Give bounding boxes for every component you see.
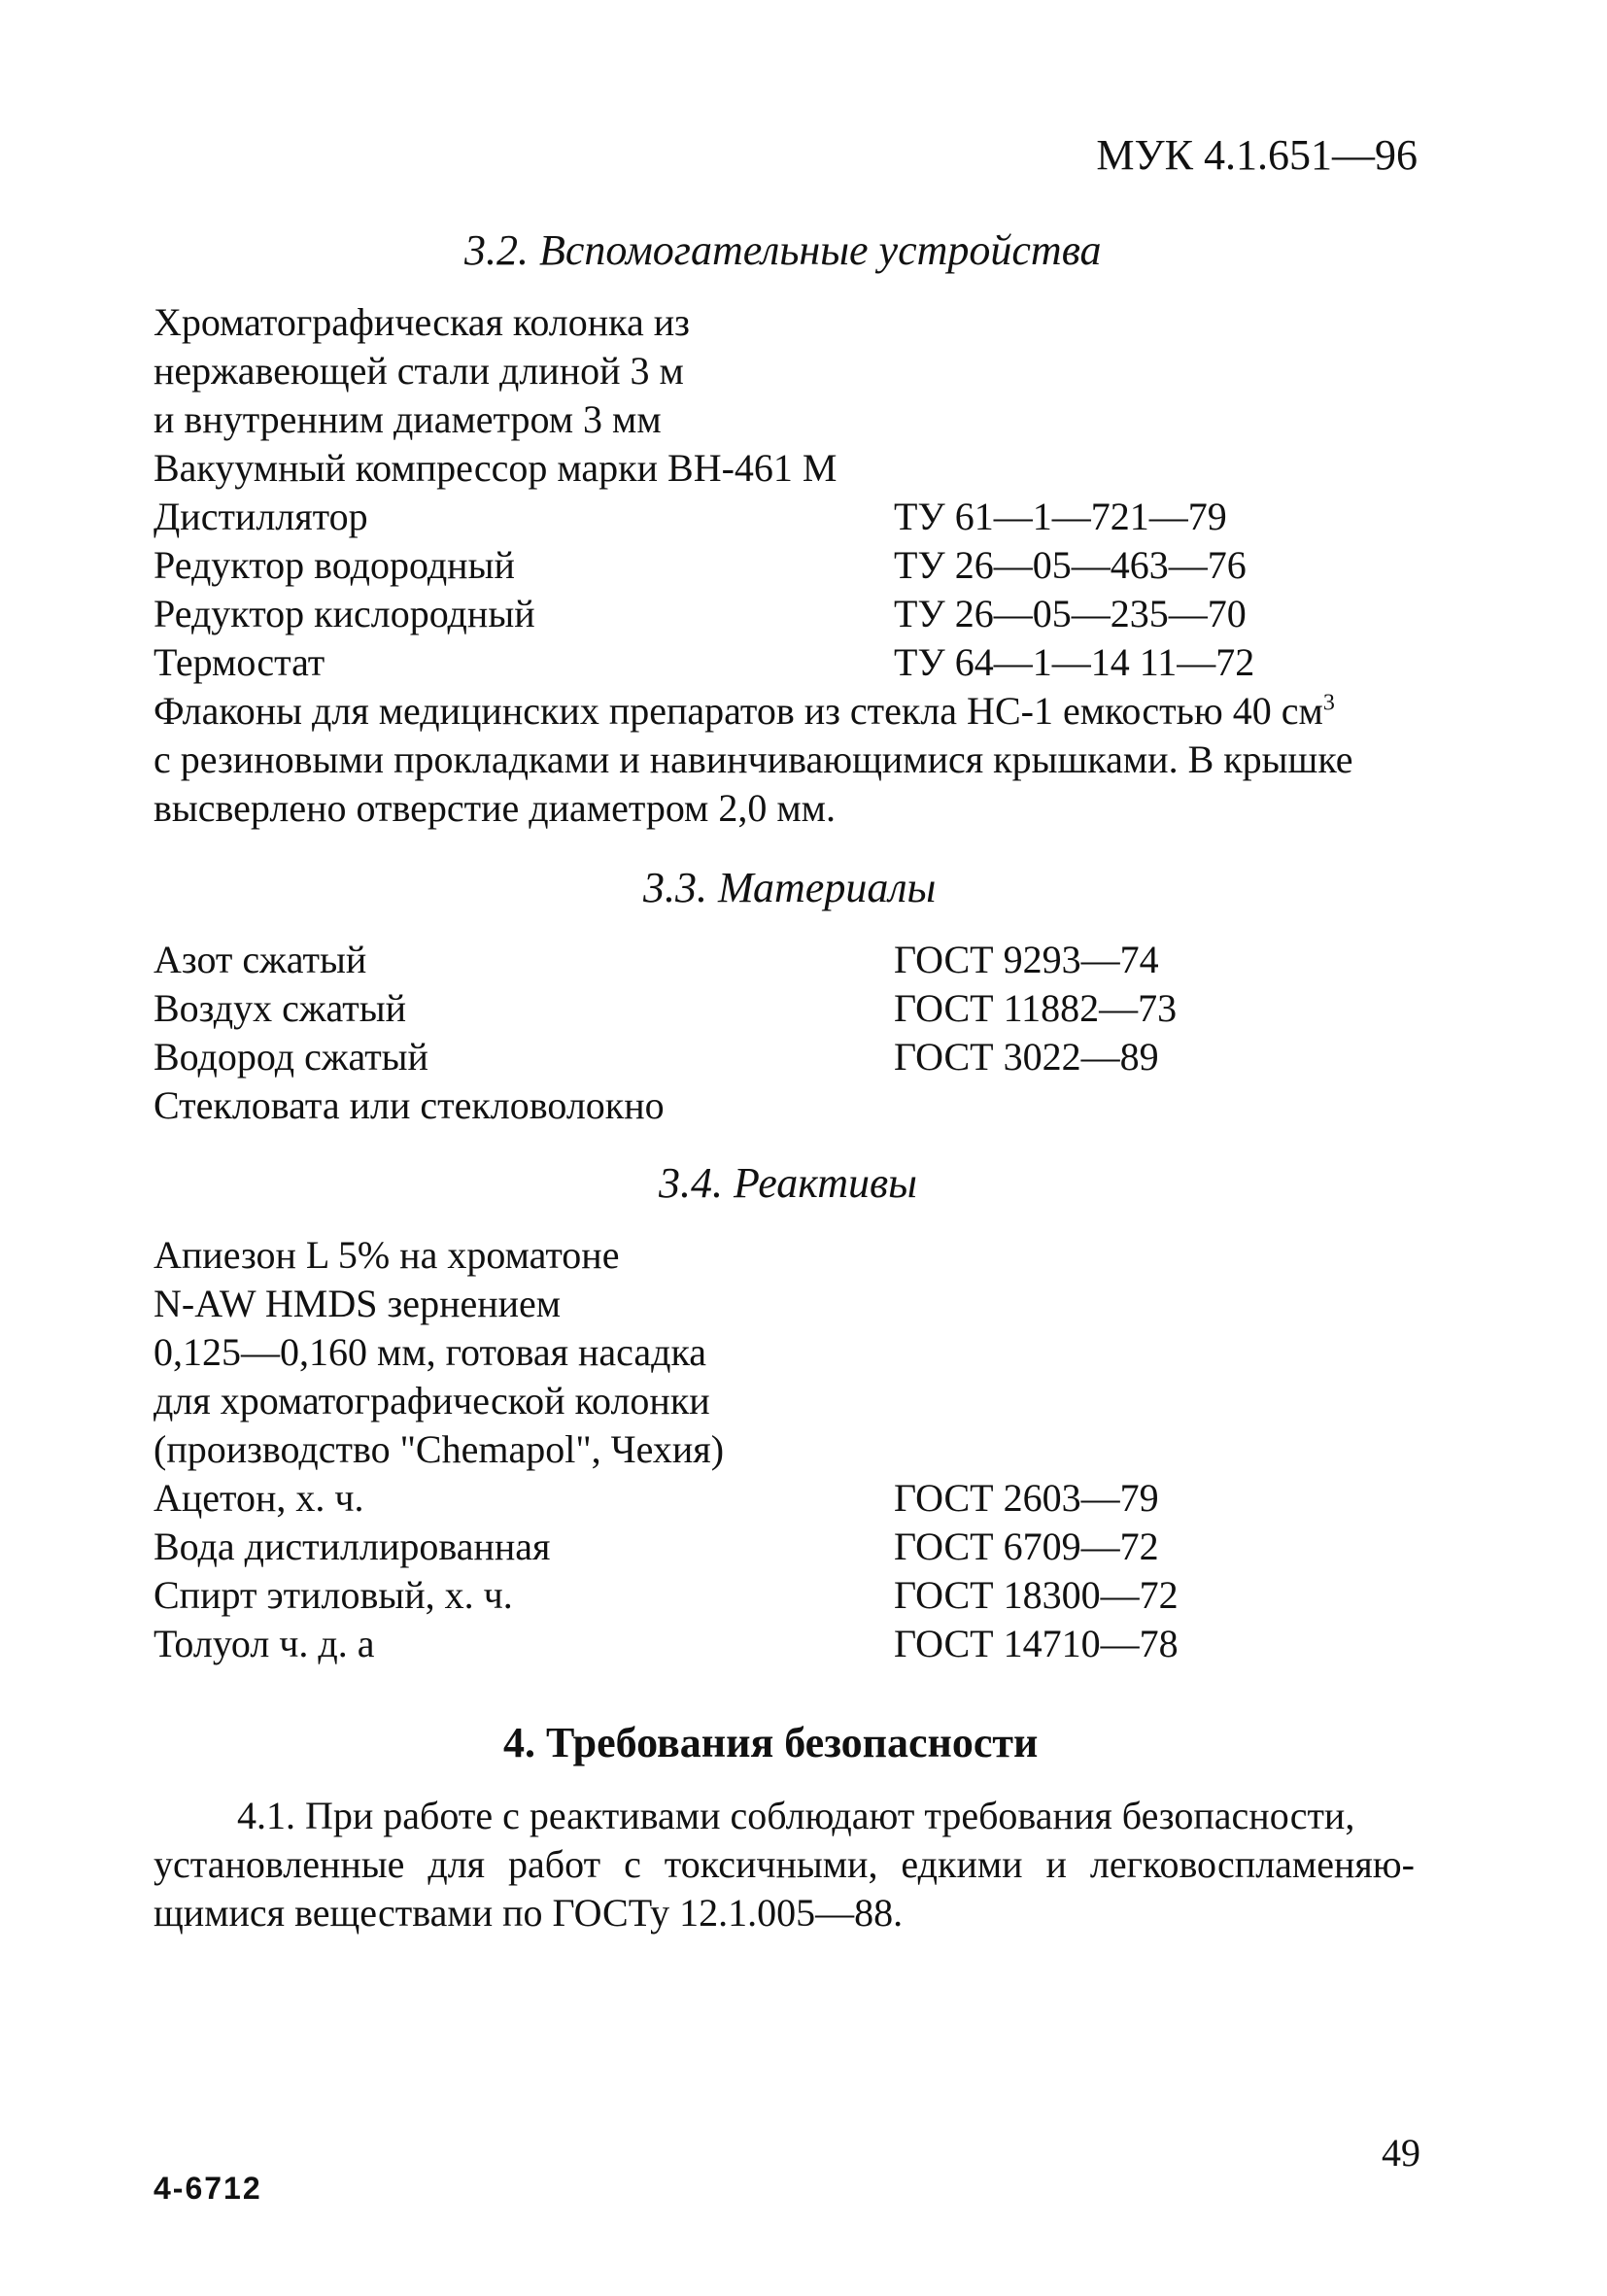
paragraph-line: 4.1. При работе с реактивами соблюдают требования безопасности, (237, 1794, 1355, 1837)
reagent-name: Ацетон, х. ч. (154, 1476, 364, 1520)
section-title-3-3: 3.3. Материалы (643, 864, 937, 911)
flacons-line: высверлено отверстие диаметром 2,0 мм. (154, 786, 836, 830)
column-text-line: Хроматографическая колонка из (154, 300, 690, 344)
column-text-line: (производство "Chemapol", Чехия) (154, 1427, 725, 1471)
column-text-line: Апиезон L 5% на хроматоне (154, 1233, 620, 1277)
section-title-3-4: 3.4. Реактивы (659, 1159, 917, 1207)
superscript-3: 3 (1322, 690, 1335, 716)
column-text-line: и внутренним диаметром 3 мм (154, 397, 662, 441)
print-code: 4-6712 (154, 2171, 262, 2206)
column-text-line: Вакуумный компрессор марки ВН-461 М (154, 446, 838, 490)
section-heading-4: 4. Требования безопасности (503, 1719, 1039, 1766)
material-spec: ГОСТ 9293—74 (894, 938, 1159, 981)
flacons-line (154, 689, 1335, 733)
material-name: Стекловата или стекловолокно (154, 1083, 665, 1127)
equipment-spec: ТУ 61—1—721—79 (894, 495, 1227, 538)
material-spec: ГОСТ 3022—89 (894, 1035, 1159, 1079)
flacons-line: с резиновыми прокладками и навинчивающимися крышками. В крышке (154, 737, 1353, 781)
column-text-line: нержавеющей стали длиной 3 м (154, 349, 684, 393)
reagent-name: Вода дистиллированная (154, 1525, 551, 1568)
equipment-name: Термостат (154, 640, 325, 684)
material-spec: ГОСТ 11882—73 (894, 986, 1178, 1030)
flacons-text: Флаконы для медицинских препаратов из стекла НС-1 емкостью 40 см (154, 689, 1323, 733)
equipment-spec: ТУ 26—05—463—76 (894, 543, 1247, 587)
reagent-spec: ГОСТ 6709—72 (894, 1525, 1159, 1568)
column-text-line: 0,125—0,160 мм, готовая насадка (154, 1330, 707, 1374)
column-text-line: для хроматографической колонки (154, 1379, 710, 1422)
reagent-spec: ГОСТ 18300—72 (894, 1573, 1179, 1617)
equipment-spec: ТУ 64—1—14 11—72 (894, 640, 1255, 684)
column-text-line: N-AW HMDS зернением (154, 1282, 562, 1325)
reagent-name: Спирт этиловый, х. ч. (154, 1573, 513, 1617)
equipment-name: Редуктор кислородный (154, 592, 535, 635)
page-number: 49 (1382, 2131, 1420, 2175)
equipment-spec: ТУ 26—05—235—70 (894, 592, 1247, 635)
material-name: Водород сжатый (154, 1035, 428, 1079)
reagent-spec: ГОСТ 2603—79 (894, 1476, 1159, 1520)
material-name: Азот сжатый (154, 938, 367, 981)
reagent-name: Толуол ч. д. а (154, 1622, 375, 1665)
equipment-name: Редуктор водородный (154, 543, 515, 587)
paragraph-line: установленные для работ с токсичными, едкими и легковоспламеняю- (154, 1842, 1415, 1886)
material-name: Воздух сжатый (154, 986, 406, 1030)
safety-paragraph (154, 1792, 1415, 1937)
document-code: МУК 4.1.651—96 (1096, 131, 1418, 179)
paragraph-line: щимися веществами по ГОСТу 12.1.005—88. (154, 1891, 904, 1935)
reagent-spec: ГОСТ 14710—78 (894, 1622, 1179, 1665)
section-title-3-2: 3.2. Вспомогательные устройства (464, 226, 1102, 274)
equipment-name: Дистиллятор (154, 495, 368, 538)
